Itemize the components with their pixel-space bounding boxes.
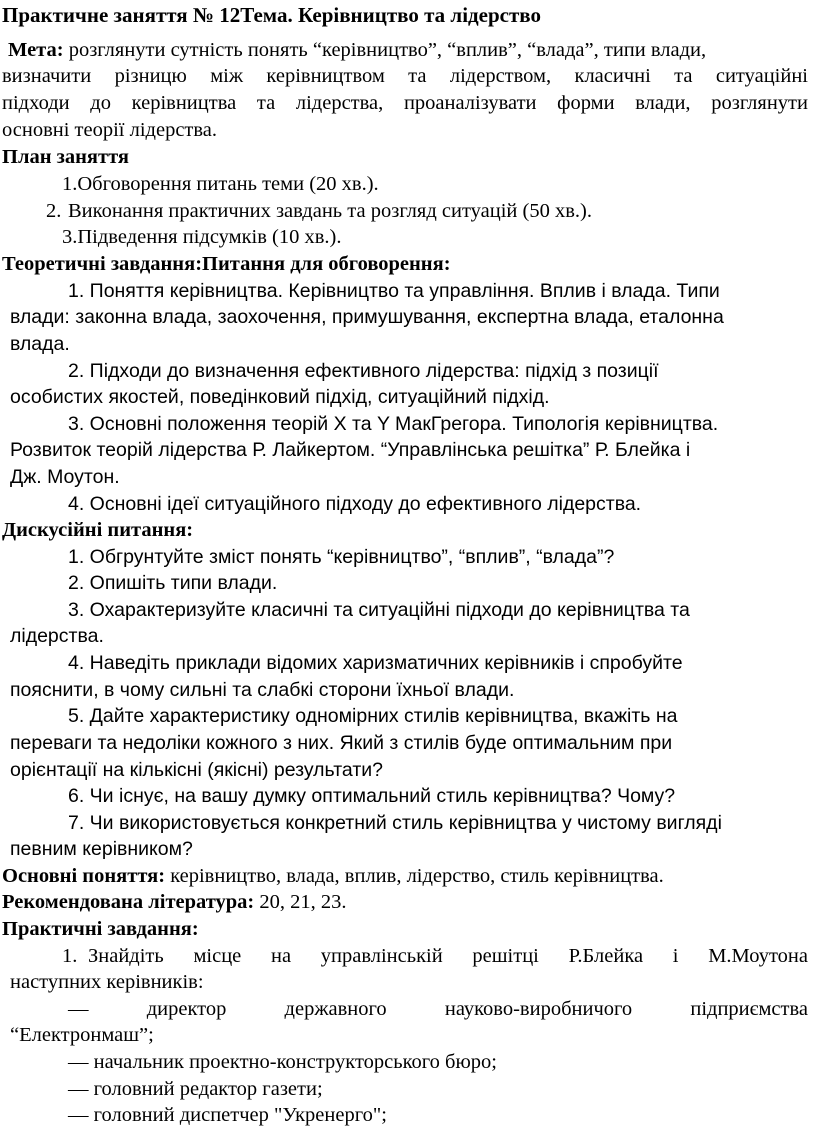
- tasks-heading: Практичні завдання:: [2, 918, 199, 940]
- discussion-question-4: 4. Наведіть приклади відомих харизматичних керівників і спробуйте: [68, 652, 683, 674]
- goal-line-4: основні теорії лідерства.: [2, 119, 218, 141]
- theory-question-2: 2. Підходи до визначення ефективного лідерства: підхід з позиції: [68, 360, 659, 382]
- plan-item-text: Обговорення питань теми (20 хв.).: [77, 173, 379, 195]
- theory-question-4: 4. Основні ідеї ситуаційного підходу до ефективного лідерства.: [68, 493, 642, 515]
- plan-item-number: 1.: [62, 173, 78, 195]
- literature-label: Рекомендована література:: [2, 891, 255, 913]
- task-1-line-2: наступних керівників:: [10, 971, 204, 993]
- literature-line: [2, 889, 347, 916]
- discussion-question-6: 6. Чи існує, на вашу думку оптимальний стиль керівництва? Чому?: [68, 785, 676, 807]
- task-1-director-line-1: — директор державного науково-виробничого підприємства: [68, 998, 808, 1020]
- theory-question-2: особистих якостей, поведінковий підхід, ситуаційний підхід.: [10, 386, 550, 408]
- theory-question-1: влада.: [10, 333, 70, 355]
- plan-item-text: Підведення підсумків (10 хв.).: [77, 226, 342, 248]
- plan-item-number: 2.: [46, 200, 62, 222]
- task-1-bureau-head: — начальник проектно-конструкторського бюро;: [68, 1051, 497, 1073]
- plan-item: [46, 198, 592, 225]
- theory-question-1: 1. Поняття керівництва. Керівництво та управління. Вплив і влада. Типи: [68, 280, 720, 302]
- goal-text-1: розглянути сутність понять “керівництво”, “вплив”, “влада”, типи влади,: [68, 39, 707, 61]
- task-1-number: 1.: [62, 945, 78, 967]
- theory-question-1: влади: законна влада, заохочення, примушування, експертна влада, еталонна: [10, 306, 724, 328]
- plan-item: [62, 171, 379, 198]
- plan-item-text: Виконання практичних завдань та розгляд ситуацій (50 хв.).: [68, 200, 592, 222]
- discussion-question-7: певним керівником?: [10, 838, 193, 860]
- discussion-question-3: лідерства.: [10, 625, 104, 647]
- goal-label: Мета:: [8, 39, 64, 61]
- concepts-label: Основні поняття:: [2, 865, 166, 887]
- discussion-question-7: 7. Чи використовується конкретний стиль керівництва у чистому вигляді: [68, 812, 722, 834]
- theory-question-3: Дж. Моутон.: [10, 466, 120, 488]
- discussion-question-5: орієнтації на кількісні (якісні) результати?: [10, 759, 383, 781]
- discussion-question-5: 5. Дайте характеристику одномірних стилів керівництва, вкажіть на: [68, 705, 678, 727]
- discussion-question-2: 2. Опишіть типи влади.: [68, 572, 278, 594]
- plan-heading: План заняття: [2, 146, 129, 168]
- goal-line-2: визначити різницю між керівництвом та лідерством, класичні та ситуаційні: [2, 65, 808, 87]
- literature-text: 20, 21, 23.: [259, 891, 347, 913]
- discussion-question-1: 1. Обгрунтуйте зміст понять “керівництво”, “вплив”, “влада”?: [68, 546, 615, 568]
- theory-question-3: 3. Основні положення теорій Х та Y МакГрегора. Типологія керівництва.: [68, 413, 719, 435]
- goal-line-3: підходи до керівництва та лідерства, проаналізувати форми влади, розглянути: [2, 92, 808, 114]
- goal-line-1: [8, 37, 808, 64]
- plan-item-number: 3.: [62, 226, 78, 248]
- discussion-question-4: пояснити, в чому сильні та слабкі сторони їхньої влади.: [10, 679, 515, 701]
- page-title: Практичне заняття № 12Тема. Керівництво та лідерство: [2, 3, 542, 27]
- concepts-text: керівництво, влада, вплив, лідерство, стиль керівництва.: [170, 865, 664, 887]
- discussion-heading: Дискусійні питання:: [2, 519, 194, 541]
- task-1-text: Знайдіть місце на управлінській решітці Р.Блейка і М.Моутона: [88, 945, 808, 967]
- task-1-line-1: [62, 943, 808, 970]
- task-1-editor: — головний редактор газети;: [68, 1078, 323, 1100]
- discussion-question-5: переваги та недоліки кожного з них. Який з стилів буде оптимальним при: [10, 732, 673, 754]
- concepts-line: [2, 863, 664, 890]
- theory-question-3: Розвиток теорій лідерства Р. Лайкертом. “Управлінська решітка” Р. Блейка і: [10, 439, 691, 461]
- theory-heading: Теоретичні завдання:Питання для обговорення:: [2, 253, 451, 275]
- task-1-dispatcher: — головний диспетчер "Укренерго";: [68, 1104, 387, 1126]
- plan-item: [62, 224, 342, 251]
- discussion-question-3: 3. Охарактеризуйте класичні та ситуаційні підходи до керівництва та: [68, 599, 690, 621]
- task-1-director-line-2: “Електронмаш”;: [10, 1024, 154, 1046]
